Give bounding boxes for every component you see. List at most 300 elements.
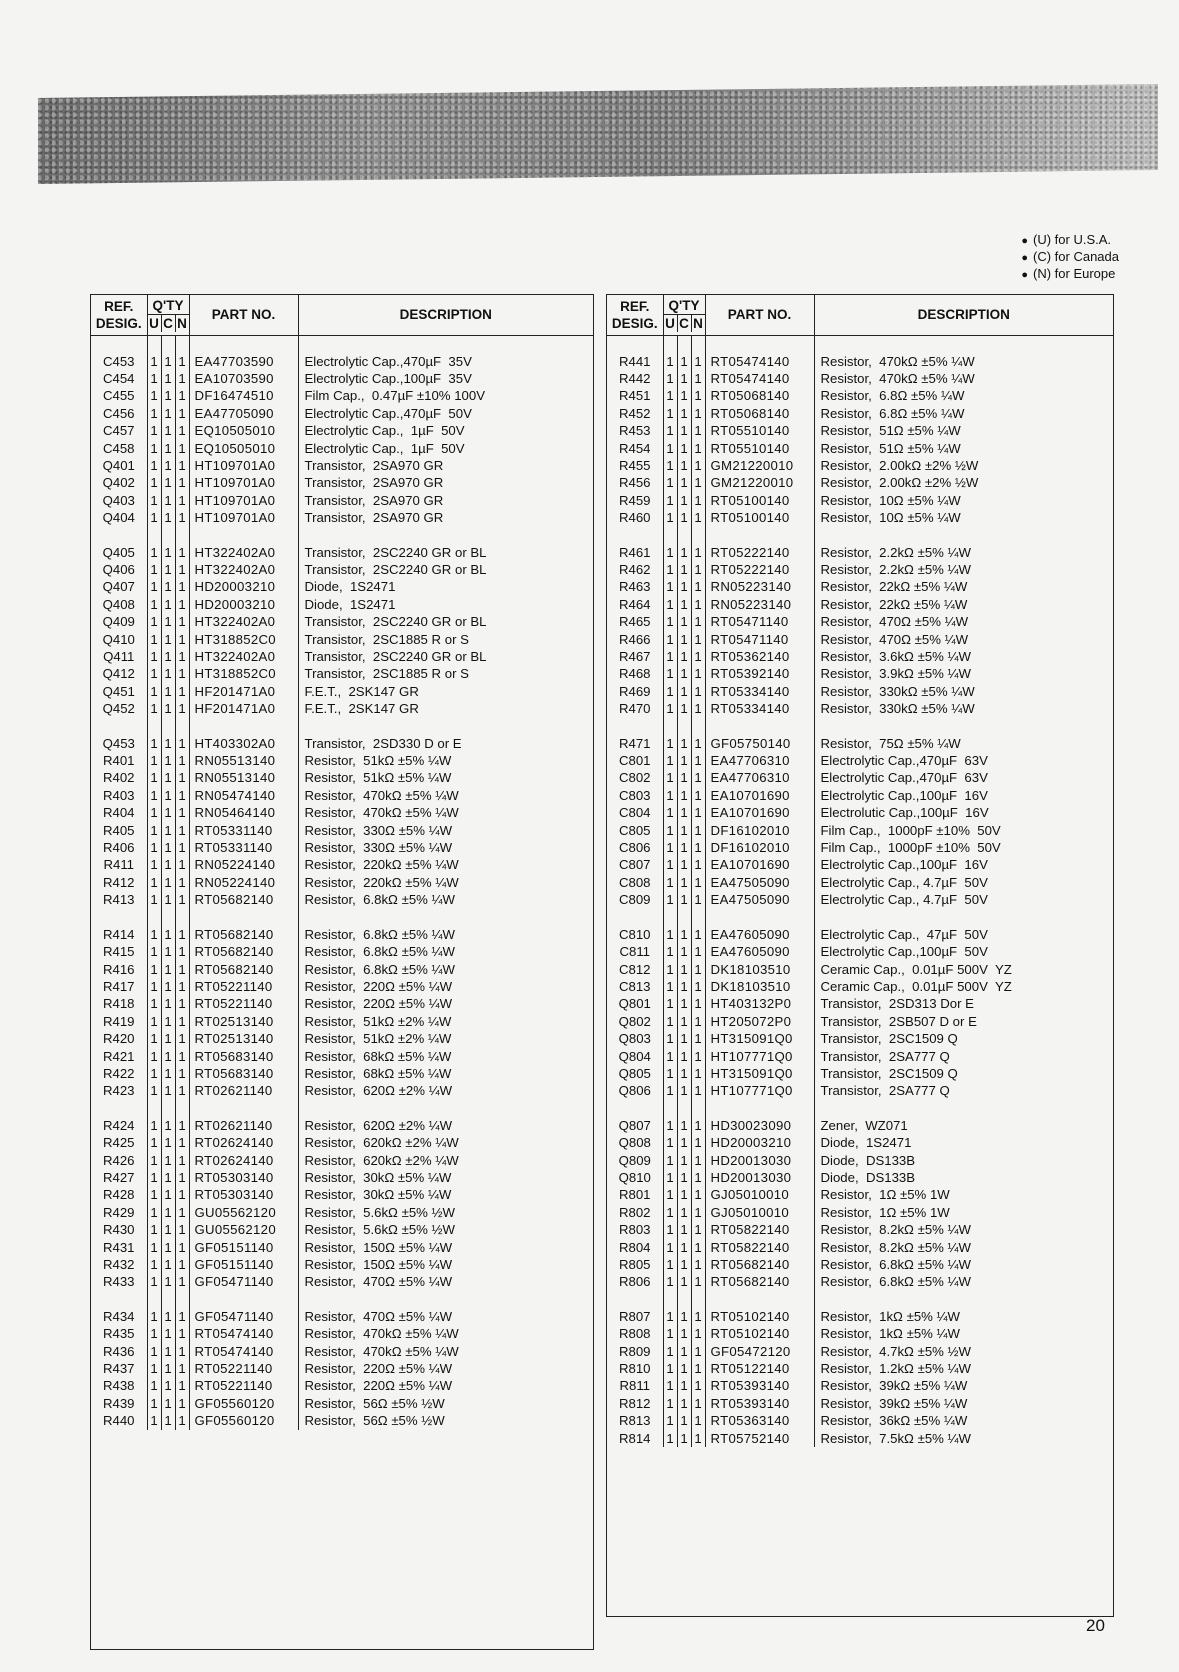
- qty-n: 1: [691, 387, 705, 404]
- qty-n: 1: [691, 1134, 705, 1151]
- table-row: [91, 1239, 593, 1256]
- part-number: DF16102010: [705, 839, 814, 856]
- part-number: GF05151140: [189, 1239, 298, 1256]
- qty-n: 1: [175, 1117, 189, 1134]
- qty-c: 1: [161, 474, 175, 491]
- qty-c: 1: [161, 1082, 175, 1099]
- ref-desig: R430: [91, 1221, 147, 1238]
- qty-u: 1: [147, 926, 161, 943]
- part-number: RT02513140: [189, 1013, 298, 1030]
- table-row: [607, 613, 1113, 630]
- table-row: [91, 1082, 593, 1099]
- ref-desig: R460: [607, 509, 663, 526]
- ref-desig: R425: [91, 1134, 147, 1151]
- description: Resistor, 220Ω ±5% ¼W: [304, 978, 453, 994]
- qty-u: 1: [663, 492, 677, 509]
- table-row: [91, 1030, 593, 1047]
- ref-desig: R463: [607, 578, 663, 595]
- part-number: RT05331140: [189, 822, 298, 839]
- ref-desig: Q451: [91, 683, 147, 700]
- qty-n: 1: [175, 1169, 189, 1186]
- qty-c: 1: [161, 978, 175, 995]
- table-row: [607, 492, 1113, 509]
- qty-u: 1: [663, 1360, 677, 1377]
- qty-u: 1: [663, 891, 677, 908]
- qty-c: 1: [677, 856, 691, 873]
- description: Transistor, 2SC2240 GR or BL: [304, 561, 487, 577]
- description: Resistor, 470kΩ ±5% ¼W: [820, 370, 975, 386]
- qty-u: 1: [663, 561, 677, 578]
- qty-c: 1: [677, 891, 691, 908]
- ref-desig: R435: [91, 1325, 147, 1342]
- ref-desig: C808: [607, 874, 663, 891]
- group-spacer: [607, 718, 1113, 735]
- part-number: RT05682140: [189, 961, 298, 978]
- group-spacer: [91, 718, 593, 735]
- qty-n: 1: [691, 735, 705, 752]
- description: Resistor, 2.00kΩ ±2% ½W: [820, 475, 979, 491]
- qty-u: 1: [147, 631, 161, 648]
- qty-n: 1: [691, 492, 705, 509]
- table-row: [607, 578, 1113, 595]
- description: Film Cap., 1000pF ±10% 50V: [820, 822, 1001, 838]
- table-row: [91, 1412, 593, 1429]
- ref-desig: Q452: [91, 700, 147, 717]
- table-row: [91, 613, 593, 630]
- qty-c: 1: [161, 804, 175, 821]
- table-row: [607, 1221, 1113, 1238]
- ref-desig: R804: [607, 1239, 663, 1256]
- qty-n: 1: [691, 422, 705, 439]
- qty-c: 1: [677, 839, 691, 856]
- part-number: HT318852C0: [189, 631, 298, 648]
- ref-desig: R805: [607, 1256, 663, 1273]
- table-row: [91, 509, 593, 526]
- table-row: [607, 961, 1113, 978]
- qty-c: 1: [677, 822, 691, 839]
- col-ref-desig: REF. DESIG.: [607, 295, 663, 335]
- description: Resistor, 22kΩ ±5% ¼W: [820, 579, 968, 595]
- part-number: GF05750140: [705, 735, 814, 752]
- qty-c: 1: [161, 683, 175, 700]
- part-number: GU05562120: [189, 1221, 298, 1238]
- description: Resistor, 470Ω ±5% ¼W: [304, 1308, 453, 1324]
- qty-c: 1: [677, 422, 691, 439]
- qty-u: 1: [147, 787, 161, 804]
- description: Resistor, 51kΩ ±5% ¼W: [304, 770, 452, 786]
- ref-desig: R433: [91, 1273, 147, 1290]
- ref-desig: R422: [91, 1065, 147, 1082]
- part-number: GF05472120: [705, 1343, 814, 1360]
- description: Resistor, 5.6kΩ ±5% ½W: [304, 1222, 455, 1238]
- qty-u: 1: [147, 683, 161, 700]
- description: Transistor, 2SA970 GR: [304, 475, 444, 491]
- table-row: [607, 839, 1113, 856]
- ref-desig: R415: [91, 943, 147, 960]
- qty-u: 1: [663, 804, 677, 821]
- description: Resistor, 75Ω ±5% ¼W: [820, 735, 961, 751]
- description: Resistor, 30kΩ ±5% ¼W: [304, 1187, 452, 1203]
- description: Resistor, 3.9kΩ ±5% ¼W: [820, 666, 971, 682]
- qty-u: 1: [663, 665, 677, 682]
- description: Diode, 1S2471: [820, 1135, 912, 1151]
- description: Resistor, 3.6kΩ ±5% ¼W: [820, 649, 971, 664]
- table-row: [91, 874, 593, 891]
- description: Resistor, 620Ω ±2% ¼W: [304, 1083, 453, 1099]
- qty-n: 1: [691, 665, 705, 682]
- ref-desig: R465: [607, 613, 663, 630]
- part-number: HT107771Q0: [705, 1082, 814, 1099]
- table-row: [607, 735, 1113, 752]
- qty-c: 1: [161, 891, 175, 908]
- qty-n: 1: [691, 1065, 705, 1082]
- part-number: RT05393140: [705, 1395, 814, 1412]
- qty-c: 1: [677, 1308, 691, 1325]
- ref-desig: R406: [91, 839, 147, 856]
- qty-u: 1: [663, 1030, 677, 1047]
- qty-c: 1: [161, 1186, 175, 1203]
- part-number: HD20003210: [189, 578, 298, 595]
- table-row: [91, 1221, 593, 1238]
- part-number: RN05224140: [189, 856, 298, 873]
- table-row: [607, 1395, 1113, 1412]
- part-number: RT05303140: [189, 1169, 298, 1186]
- ref-desig: R405: [91, 822, 147, 839]
- qty-u: 1: [663, 1412, 677, 1429]
- ref-desig: R411: [91, 856, 147, 873]
- description: Transistor, 2SC2240 GR or BL: [304, 544, 487, 560]
- qty-c: 1: [161, 387, 175, 404]
- ref-desig: R469: [607, 683, 663, 700]
- description: Resistor, 8.2kΩ ±5% ¼W: [820, 1239, 971, 1255]
- qty-c: 1: [161, 1377, 175, 1394]
- table-row: [91, 822, 593, 839]
- group-spacer: [91, 1100, 593, 1117]
- part-number: EA47505090: [705, 891, 814, 908]
- part-number: RN05464140: [189, 804, 298, 821]
- qty-c: 1: [677, 683, 691, 700]
- qty-u: 1: [147, 492, 161, 509]
- part-number: RT02621140: [189, 1117, 298, 1134]
- qty-u: 1: [663, 1239, 677, 1256]
- description: Resistor, 330Ω ±5% ¼W: [304, 840, 453, 856]
- description: Resistor, 2.2kΩ ±5% ¼W: [820, 561, 971, 577]
- part-number: RT05471140: [705, 613, 814, 630]
- ref-desig: C805: [607, 822, 663, 839]
- ref-desig: C457: [91, 422, 147, 439]
- description: Resistor, 470Ω ±5% ¼W: [820, 614, 969, 630]
- qty-n: 1: [175, 1030, 189, 1047]
- part-number: RT05362140: [705, 648, 814, 665]
- col-ref-desig: REF. DESIG.: [91, 295, 147, 335]
- qty-c: 1: [161, 822, 175, 839]
- qty-c: 1: [161, 457, 175, 474]
- qty-n: 1: [175, 387, 189, 404]
- qty-n: 1: [175, 509, 189, 526]
- table-row: [607, 1273, 1113, 1290]
- qty-u: 1: [663, 1082, 677, 1099]
- qty-c: 1: [161, 1325, 175, 1342]
- col-description: DESCRIPTION: [298, 295, 593, 335]
- table-row: [607, 648, 1113, 665]
- part-number: HT403132P0: [705, 995, 814, 1012]
- qty-n: 1: [175, 631, 189, 648]
- qty-n: 1: [175, 1308, 189, 1325]
- ref-desig: R814: [607, 1430, 663, 1447]
- ref-desig: C810: [607, 926, 663, 943]
- part-number: EA47705090: [189, 405, 298, 422]
- ref-desig: Q806: [607, 1082, 663, 1099]
- table-row: [91, 1134, 593, 1151]
- part-number: HT322402A0: [189, 648, 298, 665]
- ref-desig: R431: [91, 1239, 147, 1256]
- qty-n: 1: [175, 961, 189, 978]
- group-spacer: [91, 335, 593, 353]
- qty-n: 1: [691, 1256, 705, 1273]
- qty-n: 1: [691, 769, 705, 786]
- table-row: [607, 561, 1113, 578]
- qty-n: 1: [175, 995, 189, 1012]
- description: Resistor, 1kΩ ±5% ¼W: [820, 1326, 960, 1342]
- qty-u: 1: [663, 1117, 677, 1134]
- table-row: [91, 387, 593, 404]
- qty-c: 1: [677, 1030, 691, 1047]
- qty-u: 1: [147, 457, 161, 474]
- qty-c: 1: [161, 1273, 175, 1290]
- part-number: RT05474140: [189, 1343, 298, 1360]
- part-number: HF201471A0: [189, 683, 298, 700]
- qty-n: 1: [691, 839, 705, 856]
- qty-c: 1: [161, 1030, 175, 1047]
- table-row: [91, 891, 593, 908]
- qty-c: 1: [677, 804, 691, 821]
- table-row: [91, 422, 593, 439]
- qty-n: 1: [691, 648, 705, 665]
- description: Electrolytic Cap., 4.7µF 50V: [820, 892, 988, 908]
- ref-desig: R434: [91, 1308, 147, 1325]
- qty-c: 1: [161, 1256, 175, 1273]
- ref-desig: C807: [607, 856, 663, 873]
- qty-c: 1: [677, 874, 691, 891]
- region-legend: [1021, 232, 1119, 283]
- ref-desig: Q412: [91, 665, 147, 682]
- table-row: [607, 1013, 1113, 1030]
- description: F.E.T., 2SK147 GR: [304, 701, 419, 717]
- part-number: RT05100140: [705, 492, 814, 509]
- table-row: [607, 769, 1113, 786]
- description: Transistor, 2SA970 GR: [304, 492, 444, 508]
- part-number: EA47706310: [705, 752, 814, 769]
- qty-u: 1: [663, 648, 677, 665]
- qty-n: 1: [175, 457, 189, 474]
- qty-u: 1: [147, 353, 161, 370]
- qty-n: 1: [691, 1395, 705, 1412]
- description: Resistor, 220Ω ±5% ¼W: [304, 1378, 453, 1394]
- ref-desig: C456: [91, 405, 147, 422]
- table-row: [91, 1395, 593, 1412]
- table-row: [607, 995, 1113, 1012]
- qty-n: 1: [175, 492, 189, 509]
- qty-n: 1: [691, 874, 705, 891]
- table-row: [607, 665, 1113, 682]
- part-number: RT05102140: [705, 1325, 814, 1342]
- description: Resistor, 150Ω ±5% ¼W: [304, 1257, 453, 1272]
- table-row: [91, 1013, 593, 1030]
- table-row: [607, 822, 1113, 839]
- ref-desig: R420: [91, 1030, 147, 1047]
- qty-c: 1: [677, 1256, 691, 1273]
- description: Resistor, 6.8kΩ ±5% ¼W: [820, 1257, 971, 1272]
- ref-desig: R416: [91, 961, 147, 978]
- qty-n: 1: [175, 1134, 189, 1151]
- part-number: EA10701690: [705, 856, 814, 873]
- header-banner: [38, 84, 1158, 184]
- ref-desig: R442: [607, 370, 663, 387]
- qty-u: 1: [663, 700, 677, 717]
- qty-u: 1: [663, 1013, 677, 1030]
- table-row: [91, 787, 593, 804]
- qty-n: 1: [691, 509, 705, 526]
- qty-c: 1: [677, 1412, 691, 1429]
- description: Resistor, 51kΩ ±5% ¼W: [304, 753, 452, 769]
- description: Transistor, 2SD313 Dor E: [820, 996, 974, 1012]
- description: Electrolytic Cap.,470µF 63V: [820, 753, 988, 769]
- qty-c: 1: [161, 648, 175, 665]
- ref-desig: R437: [91, 1360, 147, 1377]
- part-number: RT05474140: [189, 1325, 298, 1342]
- description: Resistor, 1.2kΩ ±5% ¼W: [820, 1361, 971, 1377]
- qty-n: 1: [175, 943, 189, 960]
- table-row: [91, 700, 593, 717]
- description: Diode, 1S2471: [304, 596, 396, 612]
- qty-n: 1: [691, 1169, 705, 1186]
- ref-desig: R464: [607, 596, 663, 613]
- qty-n: 1: [691, 596, 705, 613]
- part-number: DK18103510: [705, 961, 814, 978]
- qty-u: 1: [663, 474, 677, 491]
- qty-u: 1: [147, 1273, 161, 1290]
- qty-u: 1: [663, 387, 677, 404]
- qty-n: 1: [175, 1325, 189, 1342]
- qty-c: 1: [161, 943, 175, 960]
- part-number: HT109701A0: [189, 474, 298, 491]
- part-number: GF05560120: [189, 1412, 298, 1429]
- qty-c: 1: [677, 1186, 691, 1203]
- qty-u: 1: [147, 1360, 161, 1377]
- description: Ceramic Cap., 0.01µF 500V YZ: [820, 961, 1012, 977]
- ref-desig: Q407: [91, 578, 147, 595]
- qty-u: 1: [147, 735, 161, 752]
- qty-u: 1: [147, 665, 161, 682]
- qty-u: 1: [147, 596, 161, 613]
- ref-desig: Q408: [91, 596, 147, 613]
- qty-n: 1: [691, 561, 705, 578]
- qty-u: 1: [663, 787, 677, 804]
- table-row: [607, 1204, 1113, 1221]
- part-number: RT05221140: [189, 1377, 298, 1394]
- qty-u: 1: [147, 1204, 161, 1221]
- table-row: [607, 440, 1113, 457]
- qty-n: 1: [691, 822, 705, 839]
- qty-c: 1: [677, 1395, 691, 1412]
- qty-c: 1: [677, 370, 691, 387]
- qty-c: 1: [677, 961, 691, 978]
- table-row: [91, 1377, 593, 1394]
- table-row: [91, 978, 593, 995]
- qty-c: 1: [161, 874, 175, 891]
- ref-desig: C804: [607, 804, 663, 821]
- qty-u: 1: [663, 1204, 677, 1221]
- qty-n: 1: [175, 405, 189, 422]
- qty-u: 1: [663, 874, 677, 891]
- ref-desig: R452: [607, 405, 663, 422]
- qty-n: 1: [175, 422, 189, 439]
- qty-n: 1: [175, 1395, 189, 1412]
- qty-c: 1: [677, 1430, 691, 1447]
- qty-n: 1: [175, 440, 189, 457]
- qty-c: 1: [161, 1221, 175, 1238]
- qty-u: 1: [663, 370, 677, 387]
- qty-c: 1: [161, 1169, 175, 1186]
- part-number: RT05822140: [705, 1221, 814, 1238]
- table-row: [91, 961, 593, 978]
- qty-n: 1: [175, 1377, 189, 1394]
- table-row: [607, 1412, 1113, 1429]
- part-number: RT05068140: [705, 405, 814, 422]
- ref-desig: Q405: [91, 544, 147, 561]
- ref-desig: R454: [607, 440, 663, 457]
- part-number: RT05474140: [705, 353, 814, 370]
- description: Resistor, 1Ω ±5% 1W: [820, 1187, 950, 1203]
- qty-n: 1: [175, 683, 189, 700]
- part-number: HT322402A0: [189, 561, 298, 578]
- ref-desig: R813: [607, 1412, 663, 1429]
- description: Electrolytic Cap., 1µF 50V: [304, 423, 465, 439]
- ref-desig: C809: [607, 891, 663, 908]
- qty-u: 1: [147, 1030, 161, 1047]
- qty-n: 1: [175, 613, 189, 630]
- part-number: HT315091Q0: [705, 1065, 814, 1082]
- qty-n: 1: [175, 769, 189, 786]
- part-number: HD20013030: [705, 1152, 814, 1169]
- qty-c: 1: [677, 1204, 691, 1221]
- description: Transistor, 2SA970 GR: [304, 510, 444, 526]
- qty-u: 1: [147, 1412, 161, 1429]
- description: Resistor, 6.8kΩ ±5% ¼W: [304, 926, 455, 942]
- qty-n: 1: [175, 752, 189, 769]
- qty-u: 1: [147, 1308, 161, 1325]
- ref-desig: R811: [607, 1377, 663, 1394]
- description: Resistor, 150Ω ±5% ¼W: [304, 1239, 453, 1255]
- qty-c: 1: [677, 700, 691, 717]
- qty-u: 1: [663, 839, 677, 856]
- ref-desig: R421: [91, 1048, 147, 1065]
- part-number: GJ05010010: [705, 1186, 814, 1203]
- part-number: RT05474140: [705, 370, 814, 387]
- table-row: [607, 509, 1113, 526]
- table-row: [607, 457, 1113, 474]
- table-row: [607, 422, 1113, 439]
- qty-u: 1: [147, 1221, 161, 1238]
- description: Transistor, 2SC1509 Q: [820, 1031, 958, 1047]
- legend-canada: ● (C) for Canada: [1021, 249, 1119, 266]
- qty-c: 1: [161, 839, 175, 856]
- qty-c: 1: [677, 787, 691, 804]
- qty-c: 1: [161, 422, 175, 439]
- table-row: [607, 544, 1113, 561]
- table-row: [607, 353, 1113, 370]
- qty-u: 1: [663, 752, 677, 769]
